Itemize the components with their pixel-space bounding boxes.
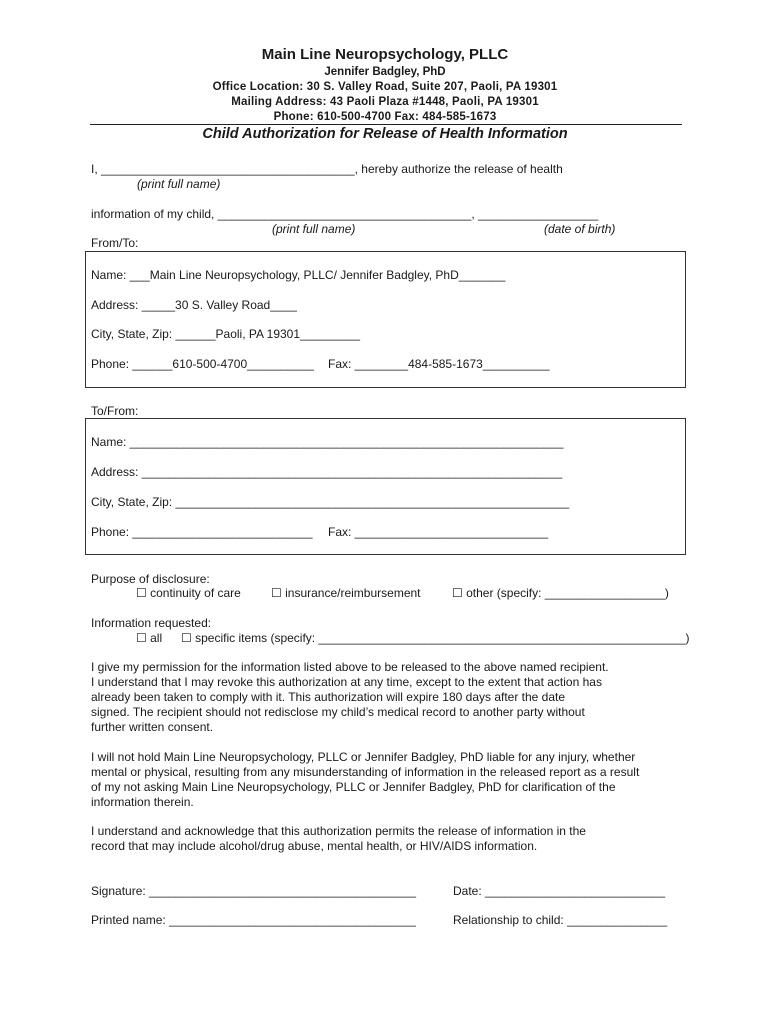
office-location: Office Location: 30 S. Valley Road, Suite 207, Paoli, PA 19301 bbox=[212, 81, 558, 93]
mailing-address: Mailing Address: 43 Paoli Plaza #1448, Paoli, PA 19301 bbox=[231, 96, 539, 108]
to-address-field[interactable]: Address: _______________________________________________________________ bbox=[91, 465, 563, 479]
from-fax-field[interactable]: Fax: ________484-585-1673__________ bbox=[328, 357, 550, 371]
date-field[interactable]: Date: ___________________________ bbox=[453, 884, 666, 898]
option-label: specific items (specify: _______________________________________________________) bbox=[195, 631, 690, 645]
permission-paragraph bbox=[91, 660, 609, 735]
checkbox-icon[interactable]: ☐ bbox=[452, 586, 463, 600]
option-label: all bbox=[150, 631, 163, 645]
paragraph-line: I understand that I may revoke this authorization at any time, except to the extent that action has bbox=[91, 675, 602, 689]
purpose-option-other[interactable] bbox=[452, 586, 669, 600]
paragraph-line: further written consent. bbox=[91, 720, 214, 734]
checkbox-icon[interactable]: ☐ bbox=[136, 586, 147, 600]
option-label: insurance/reimbursement bbox=[285, 586, 421, 600]
paragraph-line: I understand and acknowledge that this authorization permits the release of information in the bbox=[91, 824, 586, 838]
header-phone-fax: Phone: 610-500-4700 Fax: 484-585-1673 bbox=[273, 111, 497, 123]
header-divider bbox=[90, 124, 682, 125]
purpose-option-continuity[interactable] bbox=[136, 586, 241, 600]
print-name-caption: (print full name) bbox=[137, 177, 221, 191]
form-title: Child Authorization for Release of Health Information bbox=[202, 126, 568, 142]
paragraph-line: I will not hold Main Line Neuropsychology, PLLC or Jennifer Badgley, PhD liable for any injury, whether bbox=[91, 750, 636, 764]
info-requested-label: Information requested: bbox=[91, 616, 212, 630]
firm-name: Main Line Neuropsychology, PLLC bbox=[261, 46, 509, 63]
dob-caption: (date of birth) bbox=[544, 222, 616, 236]
option-label: other (specify: __________________) bbox=[466, 586, 669, 600]
printed-name-field[interactable]: Printed name: _____________________________________ bbox=[91, 913, 416, 927]
from-section-label: From/To: bbox=[91, 236, 139, 250]
paragraph-line: signed. The recipient should not redisclose my child’s medical record to another party without bbox=[91, 705, 585, 719]
to-name-field[interactable]: Name: _________________________________________________________________ bbox=[91, 435, 564, 449]
signature-field[interactable]: Signature: ________________________________________ bbox=[91, 884, 416, 898]
to-section-label: To/From: bbox=[91, 404, 139, 418]
to-city-field[interactable]: City, State, Zip: ___________________________________________________________ bbox=[91, 495, 570, 509]
child-name-caption: (print full name) bbox=[272, 222, 356, 236]
from-name-field[interactable]: Name: ___Main Line Neuropsychology, PLLC/ Jennifer Badgley, PhD_______ bbox=[91, 268, 506, 282]
paragraph-line: record that may include alcohol/drug abuse, mental health, or HIV/AIDS information. bbox=[91, 839, 538, 853]
doctor-name: Jennifer Badgley, PhD bbox=[324, 66, 446, 78]
checkbox-icon[interactable]: ☐ bbox=[181, 631, 192, 645]
option-label: continuity of care bbox=[150, 586, 241, 600]
paragraph-line: of my not asking Main Line Neuropsychology, PLLC or Jennifer Badgley, PhD for clarification of the bbox=[91, 780, 616, 794]
paragraph-line: already been taken to comply with it. This authorization will expire 180 days after the date bbox=[91, 690, 566, 704]
checkbox-icon[interactable]: ☐ bbox=[136, 631, 147, 645]
liability-paragraph bbox=[91, 750, 639, 810]
paragraph-line: I give my permission for the information listed above to be released to the above named recipient. bbox=[91, 660, 609, 674]
from-city-field[interactable]: City, State, Zip: ______Paoli, PA 19301_________ bbox=[91, 327, 361, 341]
paragraph-line: information therein. bbox=[91, 795, 194, 809]
authorize-line[interactable]: I, ______________________________________, hereby authorize the release of health bbox=[91, 162, 563, 176]
purpose-option-insurance[interactable] bbox=[271, 586, 421, 600]
info-option-specific[interactable] bbox=[181, 631, 690, 645]
purpose-label: Purpose of disclosure: bbox=[91, 572, 210, 586]
to-fax-field[interactable]: Fax: _____________________________ bbox=[328, 525, 549, 539]
to-phone-field[interactable]: Phone: ___________________________ bbox=[91, 525, 313, 539]
child-info-line[interactable]: information of my child, ______________________________________, __________________ bbox=[91, 207, 599, 221]
checkbox-icon[interactable]: ☐ bbox=[271, 586, 282, 600]
info-option-all[interactable] bbox=[136, 631, 162, 645]
acknowledgement-paragraph bbox=[91, 824, 586, 854]
from-address-field[interactable]: Address: _____30 S. Valley Road____ bbox=[91, 298, 297, 312]
from-phone-field[interactable]: Phone: ______610-500-4700__________ bbox=[91, 357, 314, 371]
relationship-field[interactable]: Relationship to child: _______________ bbox=[453, 913, 668, 927]
paragraph-line: mental or physical, resulting from any misunderstanding of information in the released report as a result bbox=[91, 765, 640, 779]
